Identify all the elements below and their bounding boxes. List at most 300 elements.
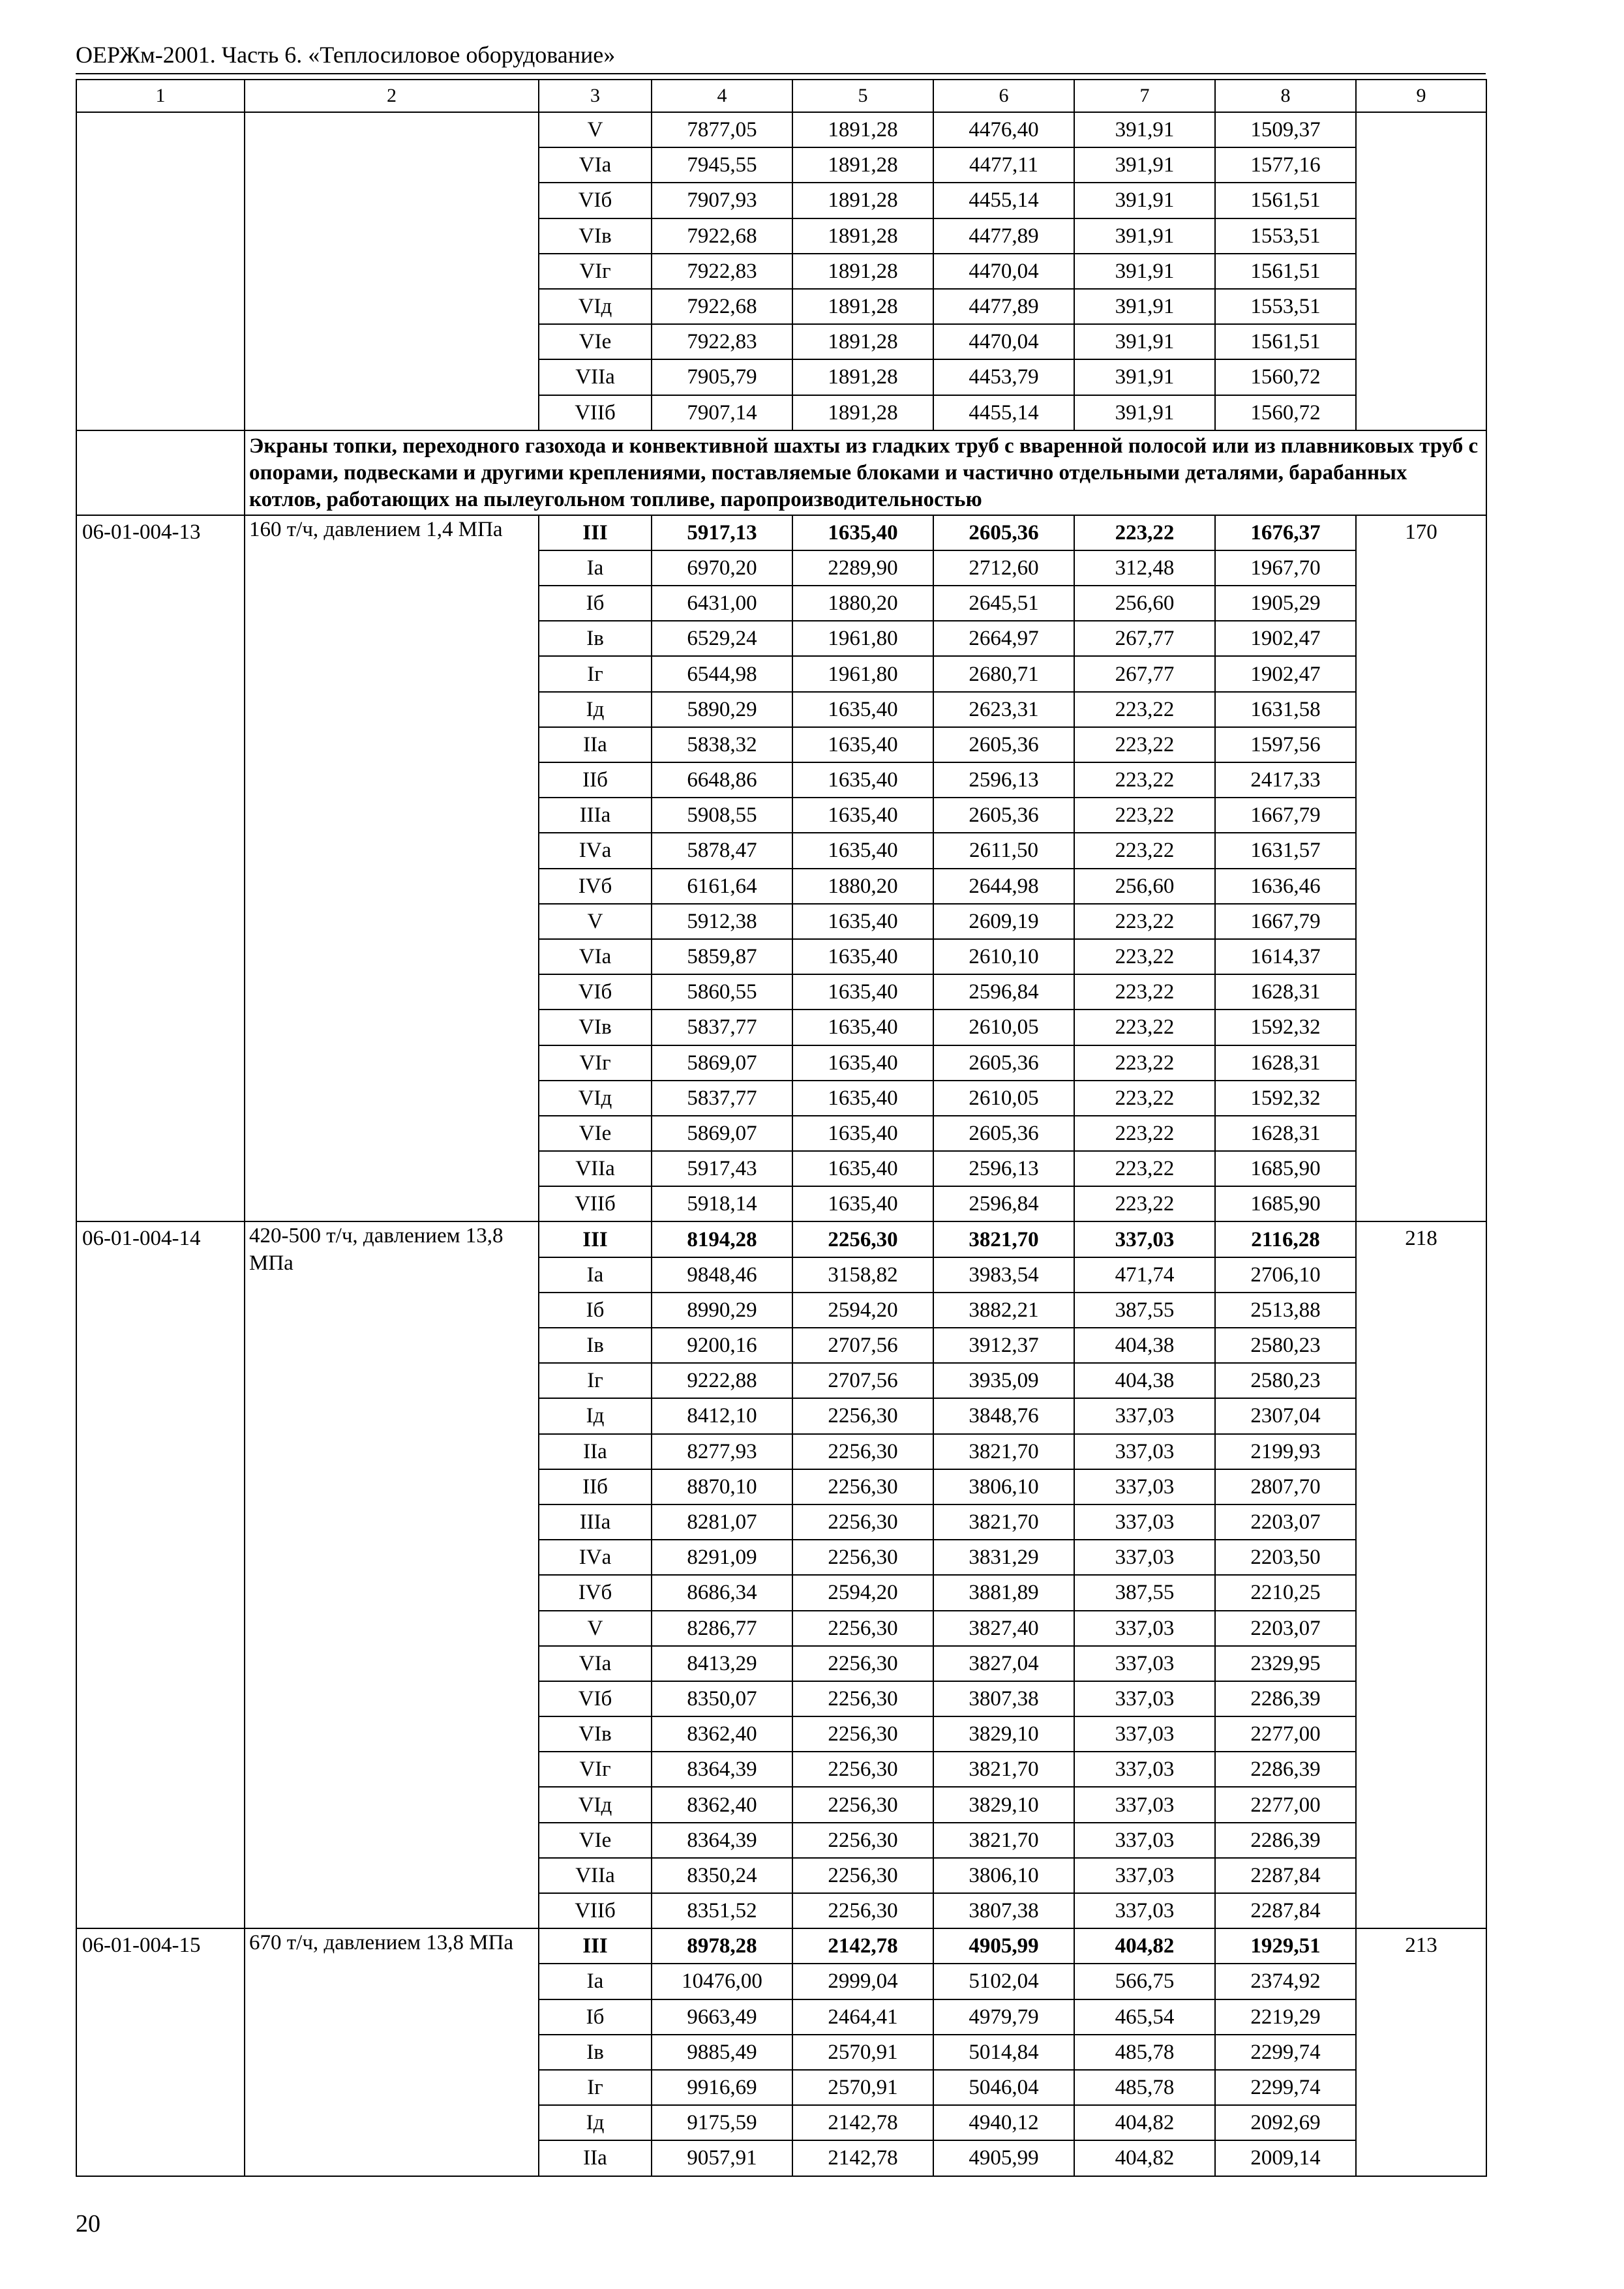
value-cell: 337,03 bbox=[1074, 1823, 1215, 1858]
value-cell: 5838,32 bbox=[652, 727, 792, 762]
header-rule bbox=[76, 73, 1486, 74]
value-cell: 223,22 bbox=[1074, 1151, 1215, 1186]
value-cell: 5837,77 bbox=[652, 1081, 792, 1116]
rate-description: 160 т/ч, давлением 1,4 МПа bbox=[245, 515, 539, 1222]
variant-cell: V bbox=[539, 112, 652, 147]
value-cell: 7922,68 bbox=[652, 218, 792, 254]
value-cell: 5046,04 bbox=[933, 2070, 1074, 2105]
value-cell: 2256,30 bbox=[792, 1858, 933, 1893]
value-cell: 2464,41 bbox=[792, 1999, 933, 2035]
value-cell: 2092,69 bbox=[1215, 2105, 1356, 2140]
value-cell: 3821,70 bbox=[933, 1752, 1074, 1787]
variant-cell: VIб bbox=[539, 1681, 652, 1716]
value-cell: 2596,13 bbox=[933, 762, 1074, 798]
value-cell: 267,77 bbox=[1074, 621, 1215, 656]
value-cell: 2210,25 bbox=[1215, 1575, 1356, 1610]
variant-cell: Iв bbox=[539, 2035, 652, 2070]
value-cell: 404,82 bbox=[1074, 2105, 1215, 2140]
value-cell: 4905,99 bbox=[933, 1928, 1074, 1964]
variant-cell: Iв bbox=[539, 1328, 652, 1363]
value-cell: 2256,30 bbox=[792, 1434, 933, 1469]
value-cell: 3821,70 bbox=[933, 1221, 1074, 1257]
value-cell: 6544,98 bbox=[652, 656, 792, 691]
variant-cell: IVа bbox=[539, 1540, 652, 1575]
value-cell: 223,22 bbox=[1074, 904, 1215, 939]
value-cell: 2664,97 bbox=[933, 621, 1074, 656]
variant-cell: Iд bbox=[539, 2105, 652, 2140]
value-cell: 3806,10 bbox=[933, 1858, 1074, 1893]
value-cell: 2256,30 bbox=[792, 1540, 933, 1575]
variant-cell: VIIа bbox=[539, 1858, 652, 1893]
value-cell: 3827,40 bbox=[933, 1611, 1074, 1646]
value-cell: 4905,99 bbox=[933, 2140, 1074, 2176]
value-cell: 8350,07 bbox=[652, 1681, 792, 1716]
value-cell: 337,03 bbox=[1074, 1681, 1215, 1716]
value-cell: 337,03 bbox=[1074, 1611, 1215, 1646]
value-cell: 2807,70 bbox=[1215, 1469, 1356, 1504]
value-cell: 337,03 bbox=[1074, 1434, 1215, 1469]
value-cell: 223,22 bbox=[1074, 515, 1215, 550]
rate-code: 06-01-004-15 bbox=[76, 1928, 245, 2176]
variant-cell: Iг bbox=[539, 2070, 652, 2105]
value-cell: 3935,09 bbox=[933, 1363, 1074, 1398]
value-cell: 8277,93 bbox=[652, 1434, 792, 1469]
value-cell: 8978,28 bbox=[652, 1928, 792, 1964]
value-cell: 1891,28 bbox=[792, 324, 933, 359]
value-cell: 6648,86 bbox=[652, 762, 792, 798]
value-cell: 2256,30 bbox=[792, 1611, 933, 1646]
value-cell: 1597,56 bbox=[1215, 727, 1356, 762]
value-cell: 391,91 bbox=[1074, 147, 1215, 183]
variant-cell: Iб bbox=[539, 586, 652, 621]
value-cell: 1509,37 bbox=[1215, 112, 1356, 147]
value-cell: 2596,84 bbox=[933, 974, 1074, 1010]
variant-cell: VIв bbox=[539, 1716, 652, 1752]
value-cell: 387,55 bbox=[1074, 1293, 1215, 1328]
variant-cell: III bbox=[539, 1221, 652, 1257]
value-cell: 2287,84 bbox=[1215, 1893, 1356, 1928]
table-row bbox=[76, 112, 1486, 147]
value-cell: 7922,83 bbox=[652, 324, 792, 359]
value-cell: 1676,37 bbox=[1215, 515, 1356, 550]
value-cell: 9222,88 bbox=[652, 1363, 792, 1398]
value-cell: 2374,92 bbox=[1215, 1964, 1356, 1999]
section-code-cell-empty bbox=[76, 430, 245, 515]
table-row bbox=[76, 1221, 1486, 1257]
rate-code: 06-01-004-13 bbox=[76, 515, 245, 1222]
code-cell-empty bbox=[76, 112, 245, 430]
value-cell: 2611,50 bbox=[933, 833, 1074, 868]
value-cell: 2219,29 bbox=[1215, 1999, 1356, 2035]
value-cell: 5912,38 bbox=[652, 904, 792, 939]
value-cell: 3983,54 bbox=[933, 1257, 1074, 1293]
value-cell: 1636,46 bbox=[1215, 869, 1356, 904]
value-cell: 7907,14 bbox=[652, 395, 792, 430]
value-cell: 2570,91 bbox=[792, 2070, 933, 2105]
variant-cell: V bbox=[539, 1611, 652, 1646]
page-header-title: ОЕРЖм-2001. Часть 6. «Теплосиловое оборудование» bbox=[76, 42, 616, 68]
value-cell: 5014,84 bbox=[933, 2035, 1074, 2070]
value-cell: 9057,91 bbox=[652, 2140, 792, 2176]
value-cell: 2513,88 bbox=[1215, 1293, 1356, 1328]
value-cell: 404,38 bbox=[1074, 1328, 1215, 1363]
value-cell: 1635,40 bbox=[792, 833, 933, 868]
column9-value: 218 bbox=[1356, 1221, 1486, 1928]
value-cell: 2610,05 bbox=[933, 1081, 1074, 1116]
variant-cell: VIIб bbox=[539, 1893, 652, 1928]
value-cell: 3912,37 bbox=[933, 1328, 1074, 1363]
value-cell: 3807,38 bbox=[933, 1681, 1074, 1716]
variant-cell: VIа bbox=[539, 1646, 652, 1681]
variant-cell: III bbox=[539, 515, 652, 550]
value-cell: 337,03 bbox=[1074, 1540, 1215, 1575]
value-cell: 256,60 bbox=[1074, 869, 1215, 904]
value-cell: 5908,55 bbox=[652, 798, 792, 833]
value-cell: 391,91 bbox=[1074, 254, 1215, 289]
value-cell: 223,22 bbox=[1074, 1116, 1215, 1151]
value-cell: 6161,64 bbox=[652, 869, 792, 904]
value-cell: 5890,29 bbox=[652, 692, 792, 727]
value-cell: 1631,58 bbox=[1215, 692, 1356, 727]
value-cell: 2277,00 bbox=[1215, 1787, 1356, 1822]
value-cell: 1592,32 bbox=[1215, 1081, 1356, 1116]
value-cell: 2286,39 bbox=[1215, 1752, 1356, 1787]
section-heading: Экраны топки, переходного газохода и конвективной шахты из гладких труб с вваренной полосой или из плавниковых труб с опорами, подвесками и другими креплениями, поставляемые блоками и частично отдельными деталями, барабанных котлов, работающих на пылеугольном топливе, паропроизводительностью bbox=[245, 430, 1486, 515]
value-cell: 1635,40 bbox=[792, 762, 933, 798]
value-cell: 2596,13 bbox=[933, 1151, 1074, 1186]
value-cell: 3848,76 bbox=[933, 1398, 1074, 1433]
value-cell: 391,91 bbox=[1074, 112, 1215, 147]
value-cell: 9885,49 bbox=[652, 2035, 792, 2070]
value-cell: 1628,31 bbox=[1215, 1116, 1356, 1151]
value-cell: 8350,24 bbox=[652, 1858, 792, 1893]
variant-cell: VIд bbox=[539, 1081, 652, 1116]
value-cell: 2644,98 bbox=[933, 869, 1074, 904]
value-cell: 3829,10 bbox=[933, 1787, 1074, 1822]
value-cell: 2256,30 bbox=[792, 1716, 933, 1752]
value-cell: 391,91 bbox=[1074, 359, 1215, 395]
value-cell: 2256,30 bbox=[792, 1787, 933, 1822]
value-cell: 2706,10 bbox=[1215, 1257, 1356, 1293]
variant-cell: IIа bbox=[539, 727, 652, 762]
value-cell: 1561,51 bbox=[1215, 254, 1356, 289]
value-cell: 1592,32 bbox=[1215, 1010, 1356, 1045]
value-cell: 1635,40 bbox=[792, 1045, 933, 1081]
value-cell: 1635,40 bbox=[792, 1186, 933, 1221]
value-cell: 3881,89 bbox=[933, 1575, 1074, 1610]
variant-cell: VIг bbox=[539, 1045, 652, 1081]
value-cell: 1635,40 bbox=[792, 1010, 933, 1045]
table-row bbox=[76, 515, 1486, 550]
value-cell: 1635,40 bbox=[792, 1081, 933, 1116]
value-cell: 2289,90 bbox=[792, 550, 933, 586]
value-cell: 3829,10 bbox=[933, 1716, 1074, 1752]
variant-cell: VIа bbox=[539, 939, 652, 974]
value-cell: 1635,40 bbox=[792, 692, 933, 727]
value-cell: 9663,49 bbox=[652, 1999, 792, 2035]
value-cell: 337,03 bbox=[1074, 1716, 1215, 1752]
value-cell: 1628,31 bbox=[1215, 974, 1356, 1010]
value-cell: 485,78 bbox=[1074, 2070, 1215, 2105]
value-cell: 223,22 bbox=[1074, 833, 1215, 868]
value-cell: 2712,60 bbox=[933, 550, 1074, 586]
value-cell: 1961,80 bbox=[792, 656, 933, 691]
value-cell: 256,60 bbox=[1074, 586, 1215, 621]
column-number-cell: 5 bbox=[792, 80, 933, 112]
value-cell: 2142,78 bbox=[792, 1928, 933, 1964]
variant-cell: VIIа bbox=[539, 359, 652, 395]
value-cell: 2203,07 bbox=[1215, 1504, 1356, 1540]
value-cell: 1685,90 bbox=[1215, 1186, 1356, 1221]
variant-cell: VIд bbox=[539, 1787, 652, 1822]
value-cell: 1635,40 bbox=[792, 974, 933, 1010]
column-numbers-row bbox=[76, 80, 1486, 112]
value-cell: 8990,29 bbox=[652, 1293, 792, 1328]
variant-cell: IIIа bbox=[539, 1504, 652, 1540]
value-cell: 7905,79 bbox=[652, 359, 792, 395]
value-cell: 1891,28 bbox=[792, 147, 933, 183]
variant-cell: VIIб bbox=[539, 395, 652, 430]
value-cell: 8281,07 bbox=[652, 1504, 792, 1540]
description-cell-empty bbox=[245, 112, 539, 430]
column-number-cell: 7 bbox=[1074, 80, 1215, 112]
value-cell: 337,03 bbox=[1074, 1221, 1215, 1257]
value-cell: 404,82 bbox=[1074, 1928, 1215, 1964]
column-number-cell: 1 bbox=[76, 80, 245, 112]
value-cell: 2707,56 bbox=[792, 1328, 933, 1363]
variant-cell: V bbox=[539, 904, 652, 939]
column9-value: 213 bbox=[1356, 1928, 1486, 2176]
value-cell: 5859,87 bbox=[652, 939, 792, 974]
value-cell: 3158,82 bbox=[792, 1257, 933, 1293]
value-cell: 1891,28 bbox=[792, 112, 933, 147]
value-cell: 3821,70 bbox=[933, 1504, 1074, 1540]
value-cell: 2116,28 bbox=[1215, 1221, 1356, 1257]
variant-cell: IVб bbox=[539, 1575, 652, 1610]
variant-cell: Iа bbox=[539, 550, 652, 586]
value-cell: 404,82 bbox=[1074, 2140, 1215, 2176]
value-cell: 337,03 bbox=[1074, 1787, 1215, 1822]
column-number-cell: 8 bbox=[1215, 80, 1356, 112]
value-cell: 391,91 bbox=[1074, 324, 1215, 359]
value-cell: 1560,72 bbox=[1215, 395, 1356, 430]
value-cell: 337,03 bbox=[1074, 1469, 1215, 1504]
value-cell: 8364,39 bbox=[652, 1752, 792, 1787]
variant-cell: VIд bbox=[539, 289, 652, 324]
value-cell: 337,03 bbox=[1074, 1893, 1215, 1928]
variant-cell: IIIа bbox=[539, 798, 652, 833]
value-cell: 312,48 bbox=[1074, 550, 1215, 586]
value-cell: 1553,51 bbox=[1215, 289, 1356, 324]
rate-description: 420-500 т/ч, давлением 13,8 МПа bbox=[245, 1221, 539, 1928]
value-cell: 4979,79 bbox=[933, 1999, 1074, 2035]
value-cell: 8364,39 bbox=[652, 1823, 792, 1858]
value-cell: 8686,34 bbox=[652, 1575, 792, 1610]
value-cell: 1880,20 bbox=[792, 869, 933, 904]
value-cell: 1631,57 bbox=[1215, 833, 1356, 868]
value-cell: 2286,39 bbox=[1215, 1823, 1356, 1858]
value-cell: 1635,40 bbox=[792, 727, 933, 762]
variant-cell: Iг bbox=[539, 1363, 652, 1398]
value-cell: 223,22 bbox=[1074, 1010, 1215, 1045]
variant-cell: VIе bbox=[539, 1823, 652, 1858]
value-cell: 2287,84 bbox=[1215, 1858, 1356, 1893]
value-cell: 337,03 bbox=[1074, 1858, 1215, 1893]
value-cell: 223,22 bbox=[1074, 1186, 1215, 1221]
value-cell: 1635,40 bbox=[792, 939, 933, 974]
value-cell: 2256,30 bbox=[792, 1752, 933, 1787]
value-cell: 223,22 bbox=[1074, 1081, 1215, 1116]
variant-cell: VIб bbox=[539, 974, 652, 1010]
variant-cell: VIв bbox=[539, 218, 652, 254]
value-cell: 471,74 bbox=[1074, 1257, 1215, 1293]
value-cell: 1961,80 bbox=[792, 621, 933, 656]
value-cell: 404,38 bbox=[1074, 1363, 1215, 1398]
table-row bbox=[76, 1928, 1486, 1964]
value-cell: 1685,90 bbox=[1215, 1151, 1356, 1186]
value-cell: 3806,10 bbox=[933, 1469, 1074, 1504]
value-cell: 2299,74 bbox=[1215, 2035, 1356, 2070]
value-cell: 1891,28 bbox=[792, 218, 933, 254]
value-cell: 3821,70 bbox=[933, 1823, 1074, 1858]
value-cell: 7907,93 bbox=[652, 183, 792, 218]
value-cell: 1553,51 bbox=[1215, 218, 1356, 254]
value-cell: 8194,28 bbox=[652, 1221, 792, 1257]
value-cell: 1560,72 bbox=[1215, 359, 1356, 395]
value-cell: 5860,55 bbox=[652, 974, 792, 1010]
value-cell: 337,03 bbox=[1074, 1752, 1215, 1787]
value-cell: 1880,20 bbox=[792, 586, 933, 621]
value-cell: 3882,21 bbox=[933, 1293, 1074, 1328]
variant-cell: VIг bbox=[539, 1752, 652, 1787]
value-cell: 5917,13 bbox=[652, 515, 792, 550]
value-cell: 2605,36 bbox=[933, 1045, 1074, 1081]
value-cell: 2256,30 bbox=[792, 1469, 933, 1504]
value-cell: 391,91 bbox=[1074, 183, 1215, 218]
value-cell: 2277,00 bbox=[1215, 1716, 1356, 1752]
value-cell: 337,03 bbox=[1074, 1398, 1215, 1433]
value-cell: 4455,14 bbox=[933, 395, 1074, 430]
value-cell: 2605,36 bbox=[933, 727, 1074, 762]
value-cell: 2645,51 bbox=[933, 586, 1074, 621]
value-cell: 2605,36 bbox=[933, 1116, 1074, 1151]
value-cell: 2610,10 bbox=[933, 939, 1074, 974]
value-cell: 1614,37 bbox=[1215, 939, 1356, 974]
variant-cell: Iв bbox=[539, 621, 652, 656]
value-cell: 4455,14 bbox=[933, 183, 1074, 218]
value-cell: 2256,30 bbox=[792, 1504, 933, 1540]
value-cell: 1635,40 bbox=[792, 1116, 933, 1151]
value-cell: 223,22 bbox=[1074, 798, 1215, 833]
column-number-cell: 6 bbox=[933, 80, 1074, 112]
value-cell: 6529,24 bbox=[652, 621, 792, 656]
value-cell: 8362,40 bbox=[652, 1787, 792, 1822]
variant-cell: Iд bbox=[539, 1398, 652, 1433]
variant-cell: IVб bbox=[539, 869, 652, 904]
value-cell: 2580,23 bbox=[1215, 1363, 1356, 1398]
variant-cell: VIб bbox=[539, 183, 652, 218]
variant-cell: Iб bbox=[539, 1293, 652, 1328]
value-cell: 2609,19 bbox=[933, 904, 1074, 939]
value-cell: 2707,56 bbox=[792, 1363, 933, 1398]
value-cell: 2329,95 bbox=[1215, 1646, 1356, 1681]
value-cell: 8413,29 bbox=[652, 1646, 792, 1681]
value-cell: 223,22 bbox=[1074, 692, 1215, 727]
value-cell: 9916,69 bbox=[652, 2070, 792, 2105]
value-cell: 2256,30 bbox=[792, 1221, 933, 1257]
variant-cell: IVа bbox=[539, 833, 652, 868]
variant-cell: Iа bbox=[539, 1257, 652, 1293]
value-cell: 2142,78 bbox=[792, 2105, 933, 2140]
value-cell: 8412,10 bbox=[652, 1398, 792, 1433]
variant-cell: VIа bbox=[539, 147, 652, 183]
column-number-cell: 9 bbox=[1356, 80, 1486, 112]
variant-cell: IIа bbox=[539, 1434, 652, 1469]
section-heading-row bbox=[76, 430, 1486, 515]
variant-cell: VIе bbox=[539, 324, 652, 359]
value-cell: 2256,30 bbox=[792, 1681, 933, 1716]
value-cell: 1561,51 bbox=[1215, 324, 1356, 359]
value-cell: 337,03 bbox=[1074, 1504, 1215, 1540]
value-cell: 1929,51 bbox=[1215, 1928, 1356, 1964]
value-cell: 1561,51 bbox=[1215, 183, 1356, 218]
variant-cell: VIв bbox=[539, 1010, 652, 1045]
value-cell: 2009,14 bbox=[1215, 2140, 1356, 2176]
value-cell: 6970,20 bbox=[652, 550, 792, 586]
value-cell: 1635,40 bbox=[792, 515, 933, 550]
value-cell: 9175,59 bbox=[652, 2105, 792, 2140]
value-cell: 4470,04 bbox=[933, 324, 1074, 359]
value-cell: 2999,04 bbox=[792, 1964, 933, 1999]
value-cell: 2286,39 bbox=[1215, 1681, 1356, 1716]
value-cell: 391,91 bbox=[1074, 395, 1215, 430]
value-cell: 2570,91 bbox=[792, 2035, 933, 2070]
value-cell: 1905,29 bbox=[1215, 586, 1356, 621]
value-cell: 2594,20 bbox=[792, 1293, 933, 1328]
value-cell: 9848,46 bbox=[652, 1257, 792, 1293]
value-cell: 465,54 bbox=[1074, 1999, 1215, 2035]
value-cell: 2307,04 bbox=[1215, 1398, 1356, 1433]
value-cell: 267,77 bbox=[1074, 656, 1215, 691]
value-cell: 7922,83 bbox=[652, 254, 792, 289]
value-cell: 3827,04 bbox=[933, 1646, 1074, 1681]
value-cell: 4470,04 bbox=[933, 254, 1074, 289]
value-cell: 1902,47 bbox=[1215, 656, 1356, 691]
rates-table bbox=[76, 79, 1487, 2177]
value-cell: 8362,40 bbox=[652, 1716, 792, 1752]
value-cell: 8870,10 bbox=[652, 1469, 792, 1504]
value-cell: 223,22 bbox=[1074, 762, 1215, 798]
value-cell: 3807,38 bbox=[933, 1893, 1074, 1928]
value-cell: 2605,36 bbox=[933, 798, 1074, 833]
value-cell: 223,22 bbox=[1074, 1045, 1215, 1081]
value-cell: 337,03 bbox=[1074, 1646, 1215, 1681]
value-cell: 5917,43 bbox=[652, 1151, 792, 1186]
variant-cell: VIIб bbox=[539, 1186, 652, 1221]
value-cell: 2256,30 bbox=[792, 1893, 933, 1928]
value-cell: 1635,40 bbox=[792, 904, 933, 939]
value-cell: 566,75 bbox=[1074, 1964, 1215, 1999]
page-number: 20 bbox=[76, 2210, 100, 2237]
value-cell: 2610,05 bbox=[933, 1010, 1074, 1045]
value-cell: 7877,05 bbox=[652, 112, 792, 147]
value-cell: 6431,00 bbox=[652, 586, 792, 621]
rate-code: 06-01-004-14 bbox=[76, 1221, 245, 1928]
value-cell: 4453,79 bbox=[933, 359, 1074, 395]
value-cell: 2256,30 bbox=[792, 1823, 933, 1858]
value-cell: 2203,07 bbox=[1215, 1611, 1356, 1646]
variant-cell: Iб bbox=[539, 1999, 652, 2035]
